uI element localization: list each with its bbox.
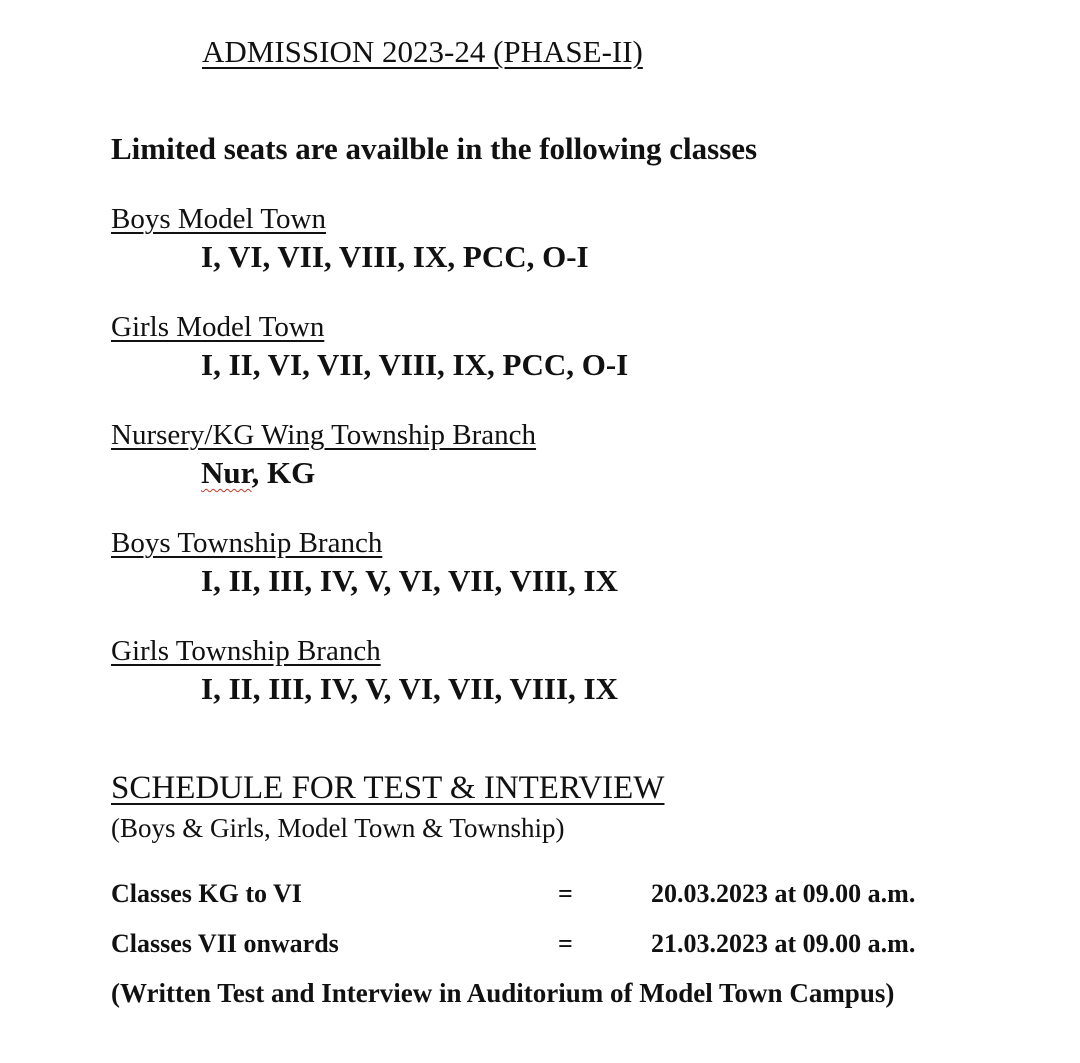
branch-classes-boys-township: I, II, III, IV, V, VI, VII, VIII, IX: [201, 563, 618, 598]
intro-text: Limited seats are availble in the following classes: [111, 131, 758, 166]
schedule-row-date: 20.03.2023 at 09.00 a.m.: [651, 879, 916, 908]
branch-name-boys-township: Boys Township Branch: [111, 527, 383, 559]
branch-name-girls-township: Girls Township Branch: [111, 635, 381, 667]
branch-classes-boys-model-town: I, VI, VII, VIII, IX, PCC, O-I: [201, 239, 589, 274]
schedule-row-date: 21.03.2023 at 09.00 a.m.: [651, 929, 916, 958]
branch-classes-rest: , KG: [251, 455, 316, 490]
branch-name-nursery-kg-township: Nursery/KG Wing Township Branch: [111, 419, 537, 451]
schedule-row-label: Classes KG to VI: [111, 879, 302, 908]
schedule-row-separator: =: [558, 929, 573, 958]
schedule-row-label: Classes VII onwards: [111, 929, 339, 958]
branch-classes-girls-township: I, II, III, IV, V, VI, VII, VIII, IX: [201, 671, 618, 706]
branch-name-boys-model-town: Boys Model Town: [111, 203, 326, 235]
branch-classes-nursery-kg-township: [201, 455, 315, 491]
page-title: ADMISSION 2023-24 (PHASE-II): [202, 34, 643, 69]
schedule-row-separator: =: [558, 879, 573, 908]
branch-classes-girls-model-town: I, II, VI, VII, VIII, IX, PCC, O-I: [201, 347, 629, 382]
spellcheck-word: Nur: [201, 455, 252, 490]
schedule-title: SCHEDULE FOR TEST & INTERVIEW: [111, 770, 665, 806]
schedule-footer: (Written Test and Interview in Auditorium of Model Town Campus): [111, 978, 895, 1008]
schedule-subtitle: (Boys & Girls, Model Town & Township): [111, 813, 565, 843]
branch-name-girls-model-town: Girls Model Town: [111, 311, 325, 343]
